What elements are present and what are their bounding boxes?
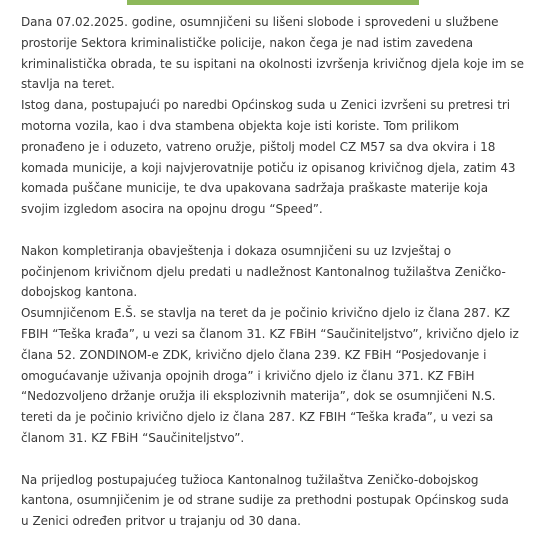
article-header-image xyxy=(127,0,419,5)
paragraph-searches: Istog dana, postupajući po naredbi Općinskog suda u Zenici izvršeni su pretresi tri motorna vozila, kao i dva stambena objekta koje isti koriste. Tom prilikom pronađeno je i oduzeto, vatreno oružje, pištolj model CZ M57 sa dva okvira i 18 komada municije, a koji najvjerovatnije potiču iz opisanog krivičnog djela, zatim 43 komada puščane municije, te dva upakovana sadržaja praškaste materije koja svojim izgledom asocira na opojnu drogu “Speed”. xyxy=(21,98,516,217)
paragraph-handover: Nakon kompletiranja obavještenja i dokaza osumnjičeni su uz Izvještaj o počinjenom krivičnom djelu predati u nadležnost Kantonalnog tužilaštva Zeničko- dobojskog kantona. xyxy=(21,243,506,300)
paragraph-spacer xyxy=(21,449,527,470)
paragraph-charges: Osumnjičenom E.Š. se stavlja na teret da je počinio krivično djelo iz člana 287. KZ FBIH “Teška krađa”, u vezi sa članom 31. KZ FBiH “Saučiniteljstvo”, krivično djelo iz člana 52. ZONDINOM-e ZDK, krivično djelo člana 239. KZ FBiH “Posjedovanje i omogućavanje uživanja opojnih droga” i krivično djelo iz članu 371. KZ FBiH “Nedozvoljeno držanje oružja ili eksplozivnih materija”, dok se osumnjičeni N.S. tereti da je počinio krivično djelo iz člana 287. KZ FBIH “Teška krađa”, u vezi sa članom 31. KZ FBiH “Saučiniteljstvo”. xyxy=(21,306,519,445)
article-body xyxy=(21,12,527,532)
paragraph-detention: Na prijedlog postupajućeg tužioca Kantonalnog tužilaštva Zeničko-dobojskog kantona, osumnjičenim je od strane sudije za prethodni postupak Općinskog suda u Zenici određen pritvor u trajanju od 30 dana. xyxy=(21,472,509,529)
paragraph-arrest: Dana 07.02.2025. godine, osumnjičeni su lišeni slobode i sprovedeni u službene prostorije Sektora kriminalističke policije, nakon čega je nad istim zavedena kriminalistička obrada, te su ispitani na okolnosti izvršenja krivičnog djela koje im se stavlja na teret. xyxy=(21,15,524,92)
paragraph-spacer xyxy=(21,220,527,241)
